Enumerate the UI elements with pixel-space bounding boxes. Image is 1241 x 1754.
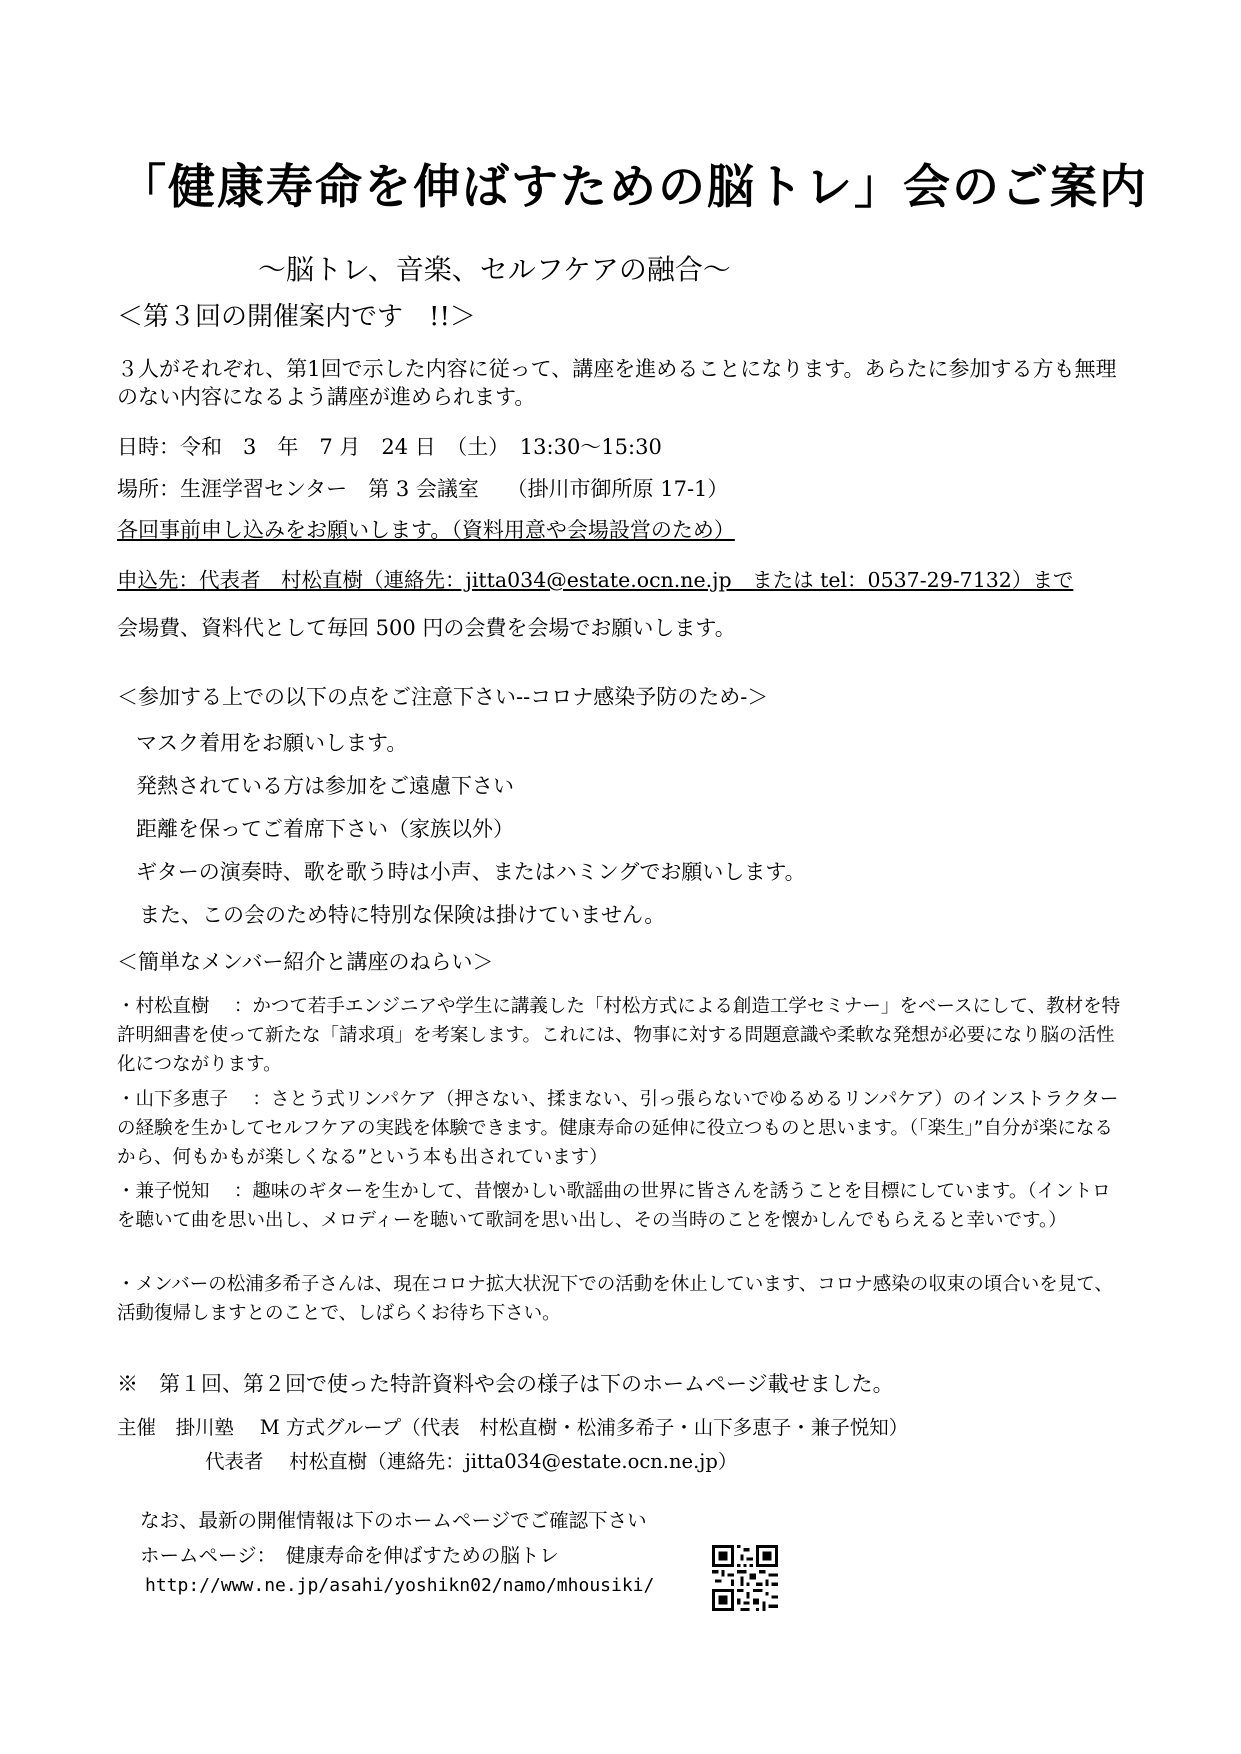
member-intro: ・村松直樹 ：かつて若手エンジニアや学生に講義した「村松方式による創造工学セミナー」をベースにして、教材を特許明細書を使って新たな「請求項」を考案します。これには、物事に対する問題意識や柔軟な発想が必要になり脳の活性化につながります。 [117, 996, 1121, 1075]
note-item: マスク着用をお願いします。 [136, 731, 408, 755]
members-heading: ＜簡単なメンバー紹介と講座のねらい＞ [117, 950, 494, 974]
subtitle: ～脳トレ、音楽、セルフケアの融合～ [258, 253, 731, 286]
homepage-url[interactable]: http://www.ne.jp/asahi/yoshikn02/namo/mhousiki/ [145, 1575, 655, 1596]
session-heading: ＜第３回の開催案内です !!＞ [117, 302, 476, 332]
page-title: 「健康寿命を伸ばすための脳トレ」会のご案内 [119, 160, 1148, 215]
homepage-note: なお、最新の開催情報は下のホームページでご確認下さい [140, 1509, 647, 1532]
homepage-title: ホームページ： 健康寿命を伸ばすための脳トレ [140, 1544, 559, 1567]
fee-note: 会場費、資料代として毎回 500 円の会費を会場でお願いします。 [117, 616, 736, 640]
note-item: ギターの演奏時、歌を歌う時は小声、またはハミングでお願いします。 [136, 860, 806, 884]
representative-line: 代表者 村松直樹（連絡先：jitta034@estate.ocn.ne.jp） [205, 1450, 738, 1473]
organizer-line: 主催 掛川塾 M 方式グループ（代表 村松直樹・松浦多希子・山下多恵子・兼子悦知） [117, 1416, 909, 1439]
note-item: 距離を保ってご着席下さい（家族以外） [136, 817, 514, 841]
place: 場所：生涯学習センター 第 3 会議室 （掛川市御所原 17-1） [117, 477, 729, 501]
datetime: 日時：令和 3 年 7 月 24 日 （土） 13:30～15:30 [117, 435, 662, 459]
application-contact: 申込先：代表者 村松直樹（連絡先：jitta034@estate.ocn.ne.jp または tel：0537-29-7132）まで [117, 568, 1074, 592]
note-item: また、この会のため特に特別な保険は掛けていません。 [139, 903, 666, 927]
notes-heading: ＜参加する上での以下の点をご注意下さい--コロナ感染予防のため-＞ [117, 685, 769, 709]
member-intro: ・兼子悦知 ：趣味のギターを生かして、昔懐かしい歌謡曲の世界に皆さんを誘うことを目標にしています。（イントロを聴いて曲を思い出し、メロディーを聴いて歌詞を思い出し、その当時のことを懐かしんでもらえると幸いです。） [117, 1181, 1111, 1231]
reference-note: ※ 第１回、第２回で使った特許資料や会の様子は下のホームページ載せました。 [117, 1372, 894, 1396]
note-item: 発熱されている方は参加をご遠慮下さい [136, 774, 514, 798]
member-intro: ・山下多恵子 ：さとう式リンパケア（押さない、揉まない、引っ張らないでゆるめるリンパケア）のインストラクターの経験を生かしてセルフケアの実践を体験できます。健康寿命の延伸に役立つものと思います。（「楽生」”自分が楽になるから、何もかもが楽しくなる”という本も出されています） [117, 1089, 1119, 1168]
member-intro: ・メンバーの松浦多希子さんは、現在コロナ拡大状況下での活動を休止しています、コロナ感染の収束の頃合いを見て、活動復帰しますとのことで、しばらくお待ち下さい。 [117, 1274, 1113, 1324]
intro-paragraph: ３人がそれぞれ、第1回で示した内容に従って、講座を進めることになります。あらたに参加する方も無理のない内容になるよう講座が進められます。 [117, 357, 1117, 409]
qr-code-icon [712, 1545, 778, 1611]
reservation-note: 各回事前申し込みをお願いします。（資料用意や会場設営のため） [117, 518, 735, 542]
